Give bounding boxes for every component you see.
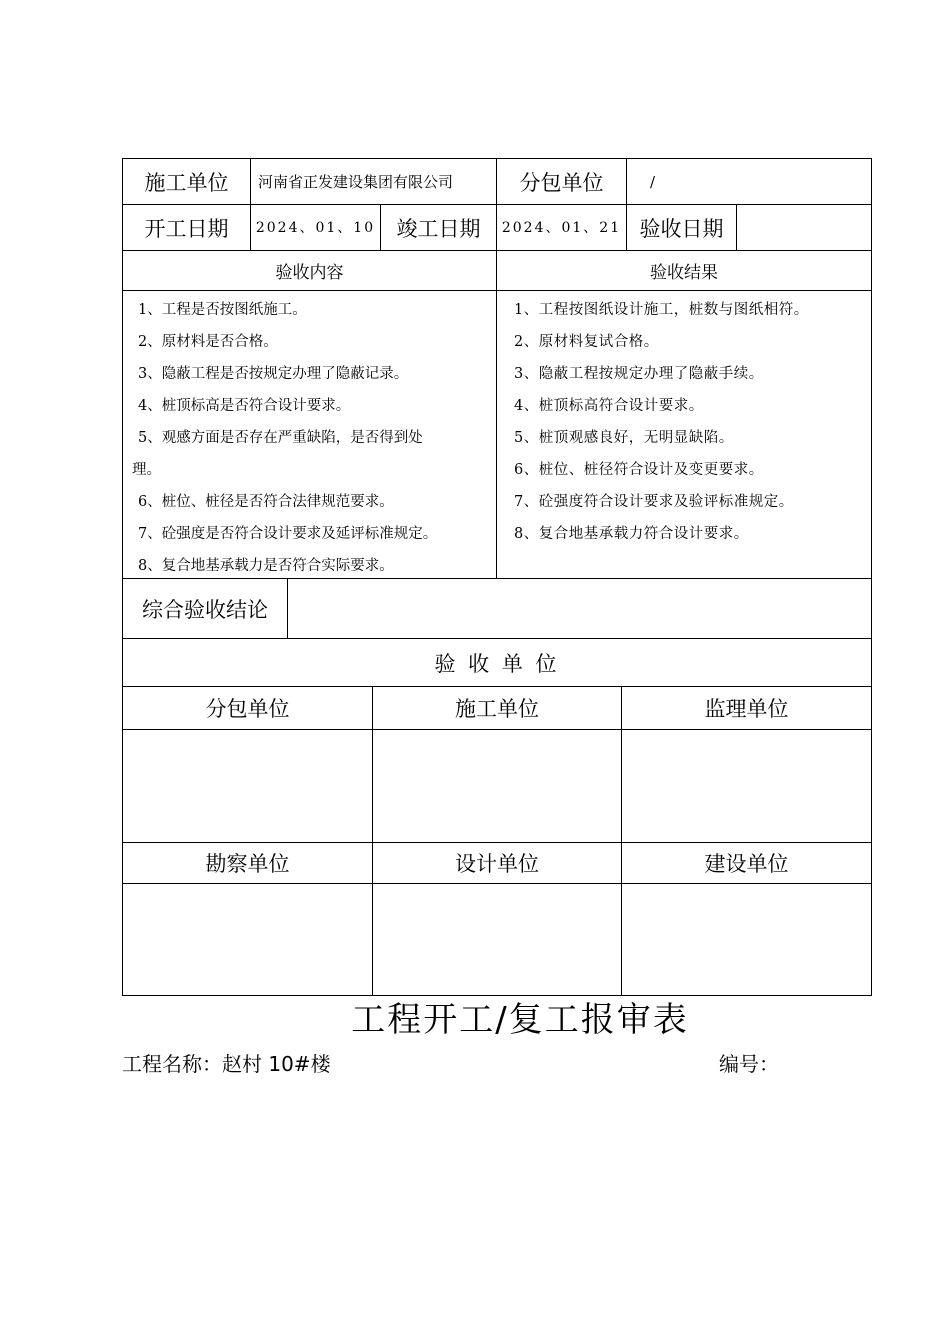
- acceptance-date-value: [737, 205, 871, 250]
- result-item: 3、隐蔽工程按规定办理了隐蔽手续。: [514, 366, 764, 382]
- contractor-value: 河南省正发建设集团有限公司: [258, 173, 454, 191]
- content-item: 2、原材料是否合格。: [138, 334, 278, 350]
- start-date-label: 开工日期: [144, 216, 229, 241]
- finish-date-label: 竣工日期: [396, 216, 481, 241]
- units-heading: 验 收 单 位: [434, 651, 560, 676]
- conclusion-value: [288, 579, 871, 638]
- design-signature-area[interactable]: [373, 884, 621, 995]
- acceptance-date-label: 验收日期: [639, 216, 724, 241]
- content-item: 4、桩顶标高是否符合设计要求。: [138, 398, 351, 414]
- subcontractor-value: /: [650, 172, 656, 191]
- content-item: 8、复合地基承载力是否符合实际要求。: [138, 558, 394, 574]
- content-item: 7、砼强度是否符合设计要求及延评标准规定。: [138, 526, 438, 542]
- content-item: 5、观感方面是否存在严重缺陷，是否得到处: [138, 430, 423, 446]
- unit-subcontractor-label: 分包单位: [205, 697, 290, 721]
- unit-design-label: 设计单位: [455, 852, 539, 876]
- owner-signature-area[interactable]: [622, 884, 871, 995]
- content-item: 1、工程是否按图纸施工。: [138, 302, 307, 318]
- content-item: 理。: [132, 462, 161, 478]
- result-item: 5、桩顶观感良好，无明显缺陷。: [514, 430, 734, 446]
- form-title: 工程开工/复工报审表: [351, 999, 689, 1040]
- subcontractor-signature-area[interactable]: [123, 730, 372, 842]
- result-item: 7、砼强度符合设计要求及验评标准规定。: [514, 494, 794, 510]
- supervisor-signature-area[interactable]: [622, 730, 871, 842]
- finish-date-value: 2024、01、21: [501, 219, 622, 236]
- result-item: 4、桩顶标高符合设计要求。: [514, 398, 704, 414]
- result-header: 验收结果: [650, 263, 718, 283]
- unit-owner-label: 建设单位: [704, 852, 789, 876]
- content-header: 验收内容: [275, 263, 344, 283]
- conclusion-label: 综合验收结论: [142, 597, 268, 622]
- content-item: 3、隐蔽工程是否按规定办理了隐蔽记录。: [138, 366, 409, 382]
- content-item: 6、桩位、桩径是否符合法律规范要求。: [138, 494, 394, 510]
- unit-survey-label: 勘察单位: [205, 852, 290, 876]
- result-item: 2、原材料复试合格。: [514, 334, 659, 350]
- survey-signature-area[interactable]: [123, 884, 372, 995]
- contractor-label: 施工单位: [144, 170, 229, 195]
- contractor-signature-area[interactable]: [373, 730, 621, 842]
- start-date-value: 2024、01、10: [255, 219, 376, 236]
- result-list: [514, 294, 870, 550]
- result-item: 8、复合地基承载力符合设计要求。: [514, 526, 749, 542]
- result-item: 1、工程按图纸设计施工，桩数与图纸相符。: [514, 302, 809, 318]
- result-item: 6、桩位、桩径符合设计及变更要求。: [514, 462, 764, 478]
- unit-supervisor-label: 监理单位: [704, 697, 789, 721]
- project-name: 工程名称：赵村 10#楼: [122, 1052, 331, 1076]
- subcontractor-label: 分包单位: [519, 170, 604, 195]
- content-list: [128, 294, 494, 582]
- unit-contractor-label: 施工单位: [455, 697, 539, 721]
- serial-number: 编号：: [719, 1052, 779, 1076]
